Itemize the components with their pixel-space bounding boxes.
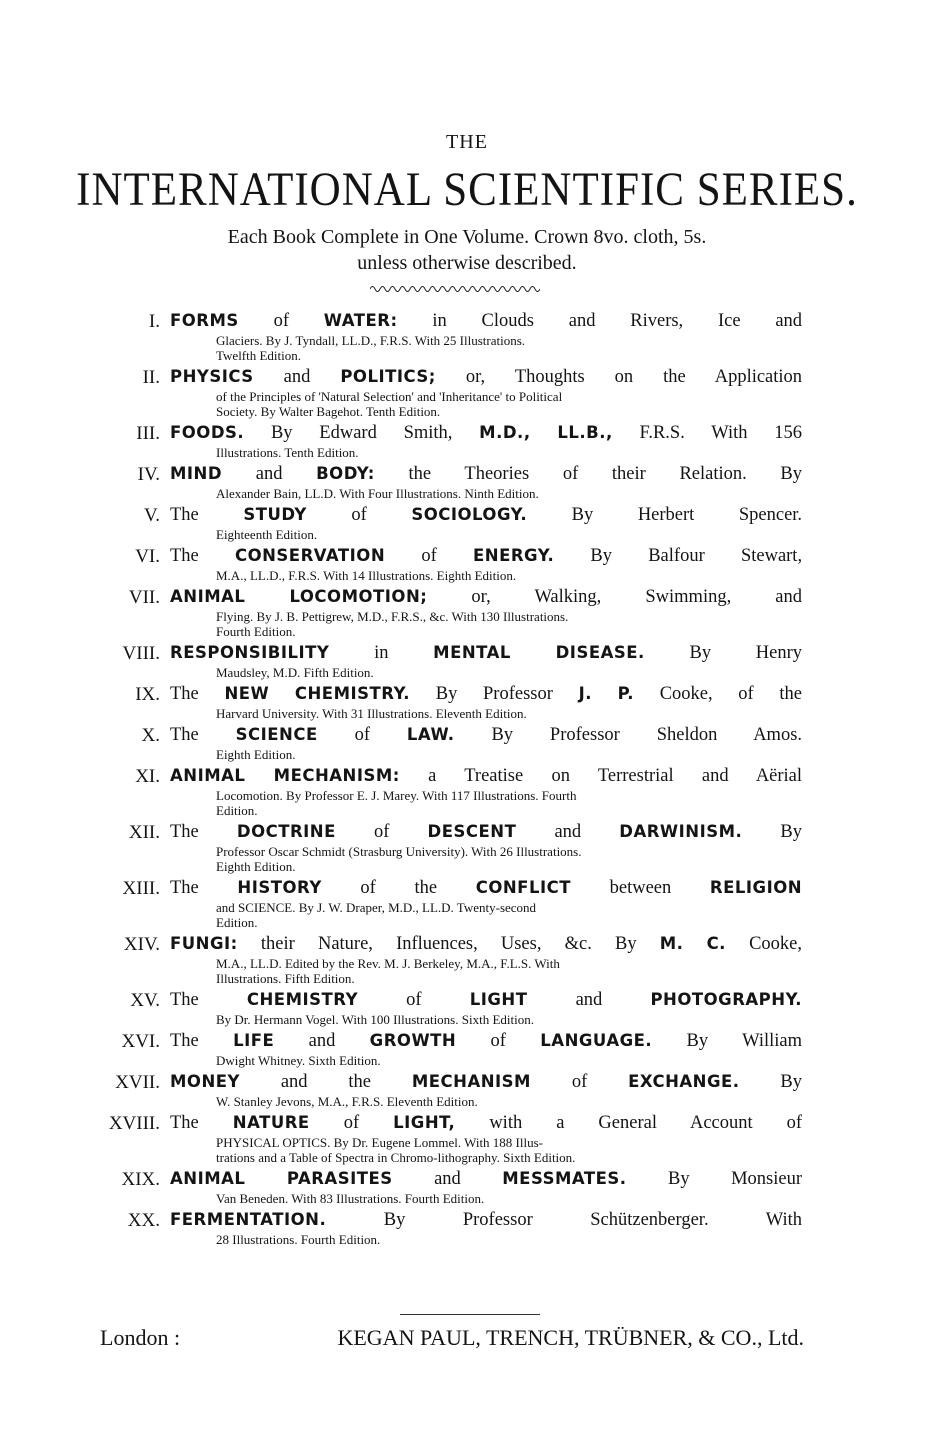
entry-detail-line: Twelfth Edition. bbox=[216, 348, 302, 363]
title-word: RELIGION bbox=[709, 878, 802, 897]
subtitle-line-1: Each Book Complete in One Volume. Crown 8vo. cloth, 5s. bbox=[227, 226, 707, 248]
title-word: P. bbox=[617, 684, 635, 703]
entry-title-line: MONEY and the MECHANISM of EXCHANGE. By bbox=[170, 1072, 802, 1092]
title-word: LL.B., bbox=[557, 423, 613, 442]
entry-number: XX. bbox=[127, 1210, 160, 1231]
entry-detail-line: Eighteenth Edition. bbox=[216, 527, 318, 542]
entry-detail-line: Fourth Edition. bbox=[216, 624, 296, 639]
series-list bbox=[0, 309, 934, 1249]
entry-detail-line: of the Principles of 'Natural Selection' and 'Inheritance' to Political bbox=[216, 389, 563, 404]
entry-number: III. bbox=[136, 423, 160, 444]
title-word: LIFE bbox=[233, 1031, 275, 1050]
series-entry bbox=[0, 1208, 934, 1247]
entry-detail-line: Eighth Edition. bbox=[216, 859, 296, 874]
entry-number: VI. bbox=[135, 546, 160, 567]
entry-detail-line: W. Stanley Jevons, M.A., F.R.S. Eleventh Edition. bbox=[216, 1094, 478, 1109]
title-word: DISEASE. bbox=[555, 643, 645, 662]
series-entry bbox=[0, 1029, 934, 1068]
entry-title-line: ANIMAL MECHANISM: a Treatise on Terrestrial and Aërial bbox=[170, 766, 802, 786]
entry-title-line: The CONSERVATION of ENERGY. By Balfour Stewart, bbox=[170, 546, 802, 566]
title-word: MIND bbox=[170, 464, 223, 483]
entry-number: XII. bbox=[128, 822, 160, 843]
series-pretitle: THE bbox=[446, 131, 488, 153]
subtitle-line-2: unless otherwise described. bbox=[357, 252, 577, 274]
title-word: ANIMAL bbox=[170, 766, 246, 785]
title-word: RESPONSIBILITY bbox=[170, 643, 330, 662]
title-word: MENTAL bbox=[433, 643, 511, 662]
title-word: MECHANISM bbox=[411, 1072, 531, 1091]
entry-detail-line: Alexander Bain, LL.D. With Four Illustrations. Ninth Edition. bbox=[216, 486, 539, 501]
entry-number: VIII. bbox=[122, 643, 160, 664]
entry-detail-line: Society. By Walter Bagehot. Tenth Edition. bbox=[216, 404, 441, 419]
title-word: LIGHT bbox=[469, 990, 528, 1009]
entry-title-line: FORMS of WATER: in Clouds and Rivers, Ice and bbox=[170, 311, 802, 331]
series-entry bbox=[0, 503, 934, 542]
entry-number: XIII. bbox=[122, 878, 160, 899]
series-entry bbox=[0, 682, 934, 721]
series-entry bbox=[0, 462, 934, 501]
title-word: FOODS. bbox=[170, 423, 245, 442]
entry-title-line: The NATURE of LIGHT, with a General Account of bbox=[170, 1113, 802, 1133]
entry-detail-line: Maudsley, M.D. Fifth Edition. bbox=[216, 665, 374, 680]
title-word: GROWTH bbox=[369, 1031, 457, 1050]
wavy-ornament bbox=[370, 283, 540, 295]
entry-title-line: ANIMAL PARASITES and MESSMATES. By Monsieur bbox=[170, 1169, 802, 1189]
imprint-publisher: KEGAN PAUL, TRENCH, TRÜBNER, & CO., Ltd. bbox=[337, 1325, 804, 1350]
entry-number: XVIII. bbox=[108, 1113, 160, 1134]
title-word: LOCOMOTION; bbox=[289, 587, 428, 606]
series-entry bbox=[0, 309, 934, 363]
entry-detail-line: Edition. bbox=[216, 915, 258, 930]
title-word: ANIMAL bbox=[170, 1169, 246, 1188]
series-entry bbox=[0, 421, 934, 460]
series-title: INTERNATIONAL SCIENTIFIC SERIES. bbox=[76, 164, 858, 216]
series-entry bbox=[0, 544, 934, 583]
entry-title-line: MIND and BODY: the Theories of their Relation. By bbox=[170, 464, 802, 484]
entry-detail-line: Locomotion. By Professor E. J. Marey. With 117 Illustrations. Fourth bbox=[216, 788, 577, 803]
entry-number: XVII. bbox=[115, 1072, 160, 1093]
series-entry bbox=[0, 820, 934, 874]
title-word: MECHANISM: bbox=[273, 766, 400, 785]
title-word: M. bbox=[659, 934, 684, 953]
entry-title-line: The SCIENCE of LAW. By Professor Sheldon Amos. bbox=[170, 725, 802, 745]
title-word: FUNGI: bbox=[170, 934, 238, 953]
title-word: LANGUAGE. bbox=[540, 1031, 653, 1050]
entry-number: VII. bbox=[128, 587, 160, 608]
series-subtitle bbox=[0, 224, 934, 276]
title-word: C. bbox=[706, 934, 726, 953]
entry-title-line: FERMENTATION. By Professor Schützenberger. With bbox=[170, 1210, 802, 1230]
entry-detail-line: M.A., LL.D., F.R.S. With 14 Illustrations. Eighth Edition. bbox=[216, 568, 517, 583]
title-word: CHEMISTRY. bbox=[294, 684, 411, 703]
entry-number: I. bbox=[148, 311, 160, 332]
entry-title-line: The STUDY of SOCIOLOGY. By Herbert Spencer. bbox=[170, 505, 802, 525]
title-word: ENERGY. bbox=[472, 546, 555, 565]
entry-title-line: The CHEMISTRY of LIGHT and PHOTOGRAPHY. bbox=[170, 990, 802, 1010]
title-word: HISTORY bbox=[237, 878, 322, 897]
entry-title-line: PHYSICS and POLITICS; or, Thoughts on the Application bbox=[170, 367, 802, 387]
entry-detail-line: Harvard University. With 31 Illustrations. Eleventh Edition. bbox=[216, 706, 527, 721]
entry-title-line: The HISTORY of the CONFLICT between RELIGION bbox=[170, 878, 802, 898]
series-entry bbox=[0, 876, 934, 930]
entry-detail-line: PHYSICAL OPTICS. By Dr. Eugene Lommel. With 188 Illus- bbox=[216, 1135, 543, 1150]
entry-number: XIV. bbox=[123, 934, 160, 955]
title-word: PHOTOGRAPHY. bbox=[650, 990, 802, 1009]
entry-detail-line: M.A., LL.D. Edited by the Rev. M. J. Berkeley, M.A., F.L.S. With bbox=[216, 956, 560, 971]
entry-title-line: The NEW CHEMISTRY. By Professor J. P. Cooke, of the bbox=[170, 684, 802, 704]
title-word: CONFLICT bbox=[475, 878, 571, 897]
title-word: DESCENT bbox=[427, 822, 517, 841]
entry-detail-line: Eighth Edition. bbox=[216, 747, 296, 762]
entry-title-line: FOODS. By Edward Smith, M.D., LL.B., F.R.S. With 156 bbox=[170, 423, 802, 443]
title-word: PHYSICS bbox=[170, 367, 254, 386]
entry-detail-line: 28 Illustrations. Fourth Edition. bbox=[216, 1232, 381, 1247]
imprint-place: London : bbox=[100, 1325, 181, 1350]
title-word: FERMENTATION. bbox=[170, 1210, 327, 1229]
series-entry bbox=[0, 585, 934, 639]
title-word: ANIMAL bbox=[170, 587, 246, 606]
entry-detail-line: Professor Oscar Schmidt (Strasburg University). With 26 Illustrations. bbox=[216, 844, 582, 859]
entry-detail-line: Glaciers. By J. Tyndall, LL.D., F.R.S. With 25 Illustrations. bbox=[216, 333, 526, 348]
series-entry bbox=[0, 723, 934, 762]
title-word: NEW bbox=[224, 684, 270, 703]
title-word: DARWINISM. bbox=[619, 822, 743, 841]
entry-number: XIX. bbox=[121, 1169, 160, 1190]
title-word: M.D., bbox=[479, 423, 531, 442]
entry-number: XI. bbox=[135, 766, 160, 787]
entry-number: XV. bbox=[130, 990, 160, 1011]
title-word: MESSMATES. bbox=[502, 1169, 627, 1188]
title-word: CHEMISTRY bbox=[246, 990, 359, 1009]
entry-detail-line: Illustrations. Tenth Edition. bbox=[216, 445, 359, 460]
entry-detail-line: trations and a Table of Spectra in Chromo-lithography. Sixth Edition. bbox=[216, 1150, 576, 1165]
entry-number: V. bbox=[143, 505, 160, 526]
entry-number: IV. bbox=[137, 464, 160, 485]
title-word: J. bbox=[578, 684, 592, 703]
series-entry bbox=[0, 1070, 934, 1109]
entry-detail-line: Edition. bbox=[216, 803, 258, 818]
title-word: DOCTRINE bbox=[236, 822, 336, 841]
title-word: LAW. bbox=[406, 725, 455, 744]
title-word: PARASITES bbox=[286, 1169, 393, 1188]
entry-title-line: The DOCTRINE of DESCENT and DARWINISM. By bbox=[170, 822, 802, 842]
divider-rule bbox=[400, 1314, 540, 1315]
entry-detail-line: Illustrations. Fifth Edition. bbox=[216, 971, 355, 986]
entry-title-line: RESPONSIBILITY in MENTAL DISEASE. By Henry bbox=[170, 643, 802, 663]
series-entry bbox=[0, 365, 934, 419]
series-entry bbox=[0, 764, 934, 818]
title-word: MONEY bbox=[170, 1072, 240, 1091]
series-entry bbox=[0, 988, 934, 1027]
entry-title-line: FUNGI: their Nature, Influences, Uses, &c. By M. C. Cooke, bbox=[170, 934, 802, 954]
title-word: STUDY bbox=[243, 505, 307, 524]
entry-detail-line: and SCIENCE. By J. W. Draper, M.D., LL.D. Twenty-second bbox=[216, 900, 537, 915]
entry-number: X. bbox=[141, 725, 160, 746]
title-word: NATURE bbox=[232, 1113, 310, 1132]
title-word: EXCHANGE. bbox=[628, 1072, 740, 1091]
series-entry bbox=[0, 1167, 934, 1206]
title-word: WATER: bbox=[323, 311, 398, 330]
entry-number: IX. bbox=[135, 684, 160, 705]
entry-detail-line: Flying. By J. B. Pettigrew, M.D., F.R.S., &c. With 130 Illustrations. bbox=[216, 609, 569, 624]
publisher-imprint bbox=[100, 1325, 804, 1351]
series-entry bbox=[0, 641, 934, 680]
title-word: SOCIOLOGY. bbox=[411, 505, 528, 524]
title-word: POLITICS; bbox=[340, 367, 436, 386]
entry-detail-line: Dwight Whitney. Sixth Edition. bbox=[216, 1053, 381, 1068]
series-entry bbox=[0, 932, 934, 986]
title-word: CONSERVATION bbox=[234, 546, 386, 565]
title-word: LIGHT, bbox=[393, 1113, 456, 1132]
entry-number: XVI. bbox=[121, 1031, 160, 1052]
title-word: SCIENCE bbox=[235, 725, 318, 744]
entry-title-line: ANIMAL LOCOMOTION; or, Walking, Swimming, and bbox=[170, 587, 802, 607]
title-word: FORMS bbox=[170, 311, 239, 330]
entry-number: II. bbox=[142, 367, 160, 388]
entry-title-line: The LIFE and GROWTH of LANGUAGE. By William bbox=[170, 1031, 802, 1051]
title-word: BODY: bbox=[316, 464, 375, 483]
entry-detail-line: Van Beneden. With 83 Illustrations. Fourth Edition. bbox=[216, 1191, 485, 1206]
series-entry bbox=[0, 1111, 934, 1165]
entry-detail-line: By Dr. Hermann Vogel. With 100 Illustrations. Sixth Edition. bbox=[216, 1012, 534, 1027]
